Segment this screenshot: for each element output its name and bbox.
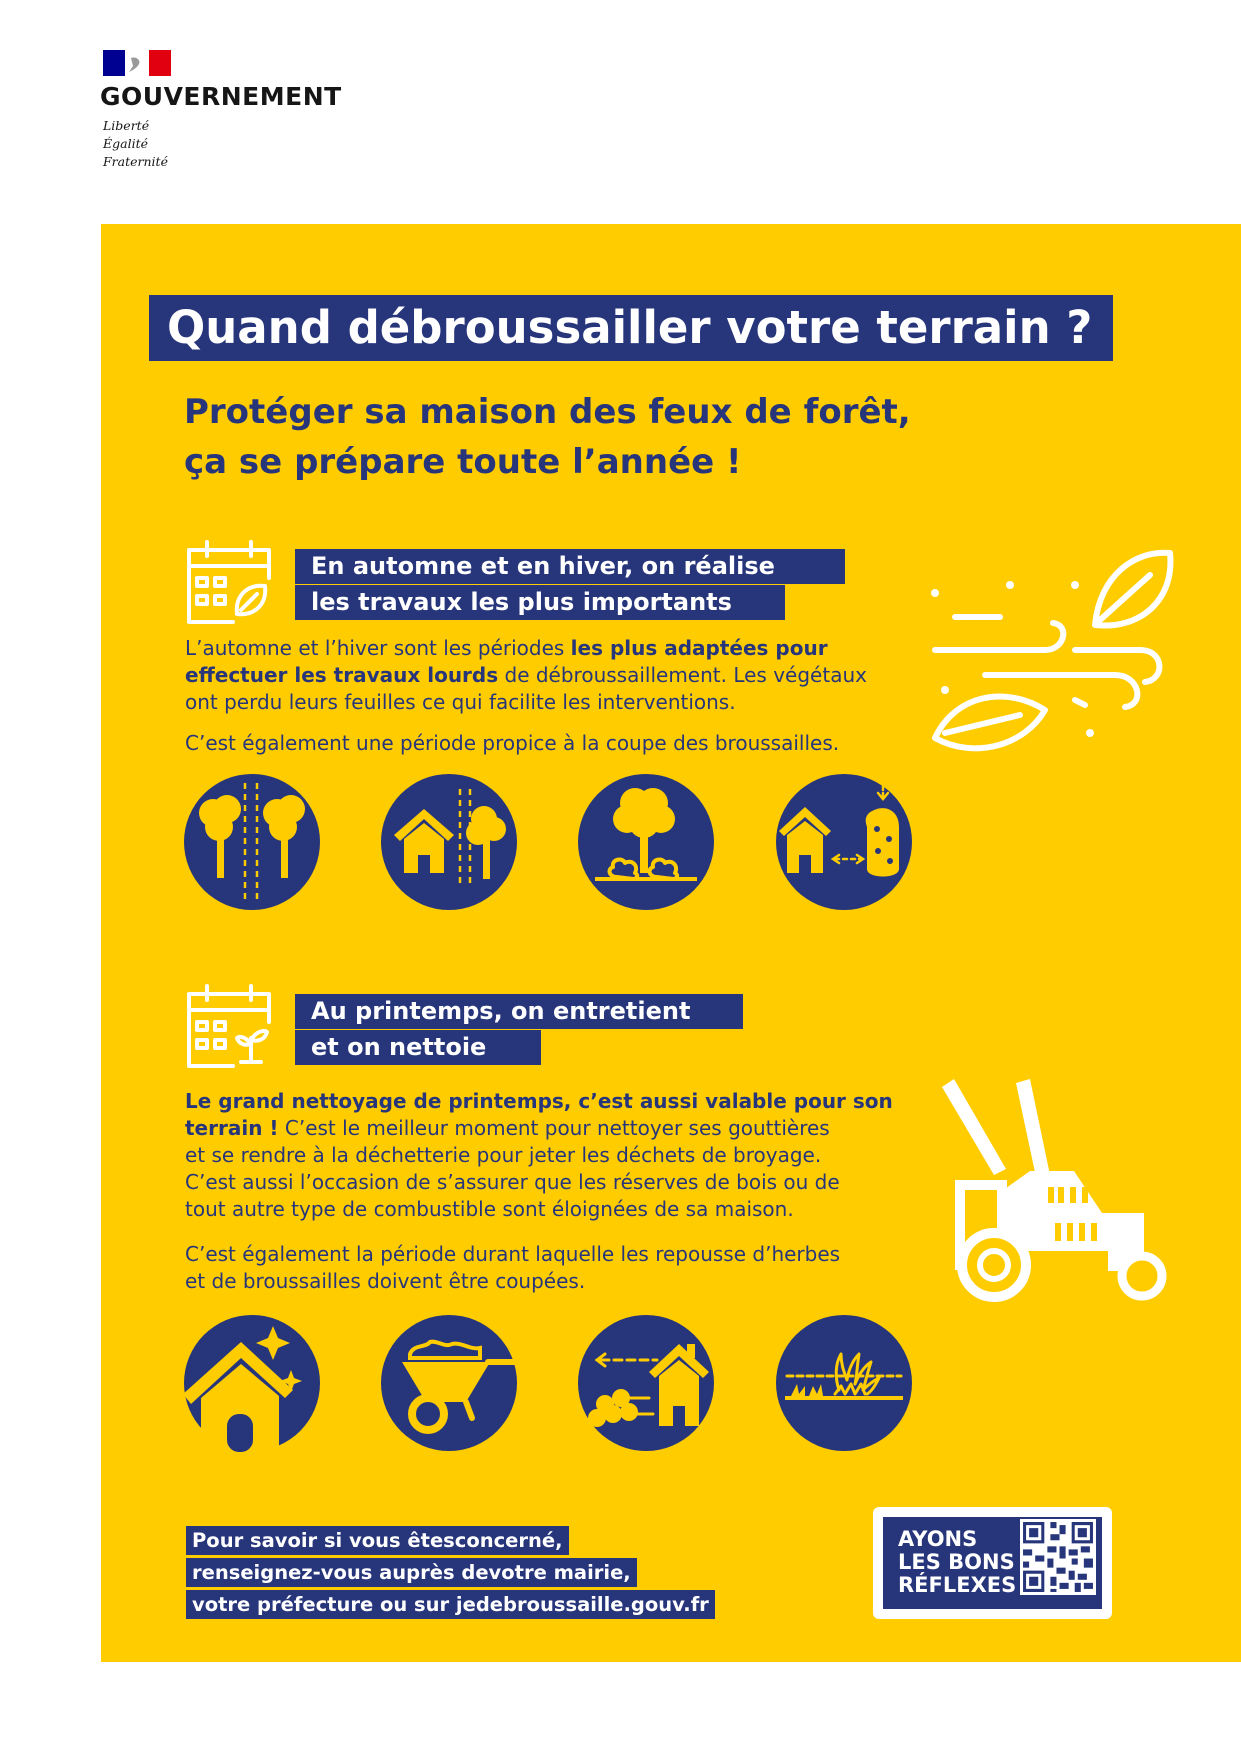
lawn-mower-icon	[940, 1075, 1175, 1310]
motto-fraternite: Fraternité	[103, 154, 168, 169]
badge-line-1: AYONS	[898, 1527, 978, 1551]
badge-line-3: RÉFLEXES	[898, 1573, 1017, 1597]
subtitle-line-1: Protéger sa maison des feux de forêt,	[184, 392, 911, 432]
badge-line-2: LES BONS	[898, 1550, 1015, 1574]
spring-paragraph-line-3: et se rendre à la déchetterie pour jeter les déchets de broyage.	[185, 1143, 822, 1167]
autumn-paragraph-line-1: L’automne et l’hiver sont les périodes les plus adaptées pour	[185, 636, 828, 660]
poster-title: Quand débroussailler votre terrain ?	[149, 295, 1113, 361]
section-autumn-title-line-2: les travaux les plus importants	[295, 585, 785, 620]
footer-line-1: Pour savoir si vous êtesconcerné,	[186, 1526, 569, 1555]
spring-paragraph-2-line-1: C’est également la période durant laquelle les repousse d’herbes	[185, 1242, 841, 1266]
spring-paragraph-line-1: Le grand nettoyage de printemps, c’est aussi valable pour son	[185, 1089, 893, 1113]
house-tree-spacing-icon	[380, 773, 518, 911]
section-autumn-title-line-1: En automne et en hiver, on réalise	[295, 549, 845, 584]
motto-egalite: Égalité	[103, 136, 148, 151]
spring-paragraph-2-line-2: et de broussailles doivent être coupées.	[185, 1269, 586, 1293]
woodpile-away-icon	[577, 1314, 715, 1452]
wind-leaves-icon	[925, 545, 1180, 775]
autumn-paragraph-2: C’est également une période propice à la coupe des broussailles.	[185, 731, 840, 755]
tree-shrubs-icon	[577, 773, 715, 911]
calendar-leaf-icon	[185, 538, 273, 626]
house-hedge-distance-icon	[775, 773, 913, 911]
autumn-paragraph-line-2: effectuer les travaux lourds de débroussaillement. Les végétaux	[185, 663, 867, 687]
footer-line-3: votre préfecture ou sur jedebroussaille.gouv.fr	[186, 1590, 715, 1619]
clean-roof-icon	[183, 1314, 321, 1452]
cut-grass-icon	[775, 1314, 913, 1452]
footer-line-2: renseignez-vous auprès devotre mairie,	[186, 1558, 637, 1587]
section-spring-title-line-2: et on nettoie	[295, 1030, 541, 1065]
section-spring-title-line-1: Au printemps, on entretient	[295, 994, 743, 1029]
wheelbarrow-icon	[380, 1314, 518, 1452]
spring-paragraph-line-2: terrain ! C’est le meilleur moment pour nettoyer ses gouttières	[185, 1116, 830, 1140]
qr-code-icon[interactable]	[1020, 1519, 1096, 1595]
trees-spacing-icon	[183, 773, 321, 911]
subtitle-line-2: ça se prépare toute l’année !	[184, 442, 742, 482]
calendar-sprout-icon	[185, 982, 273, 1070]
spring-paragraph-line-4: C’est aussi l’occasion de s’assurer que les réserves de bois ou de	[185, 1170, 840, 1194]
spring-paragraph-line-5: tout autre type de combustible sont éloignées de sa maison.	[185, 1197, 794, 1221]
marianne-flag-logo	[103, 50, 171, 76]
autumn-paragraph-line-3: ont perdu leurs feuilles ce qui facilite les interventions.	[185, 690, 736, 714]
motto-liberte: Liberté	[103, 118, 150, 133]
government-brand: GOUVERNEMENT	[100, 82, 342, 111]
